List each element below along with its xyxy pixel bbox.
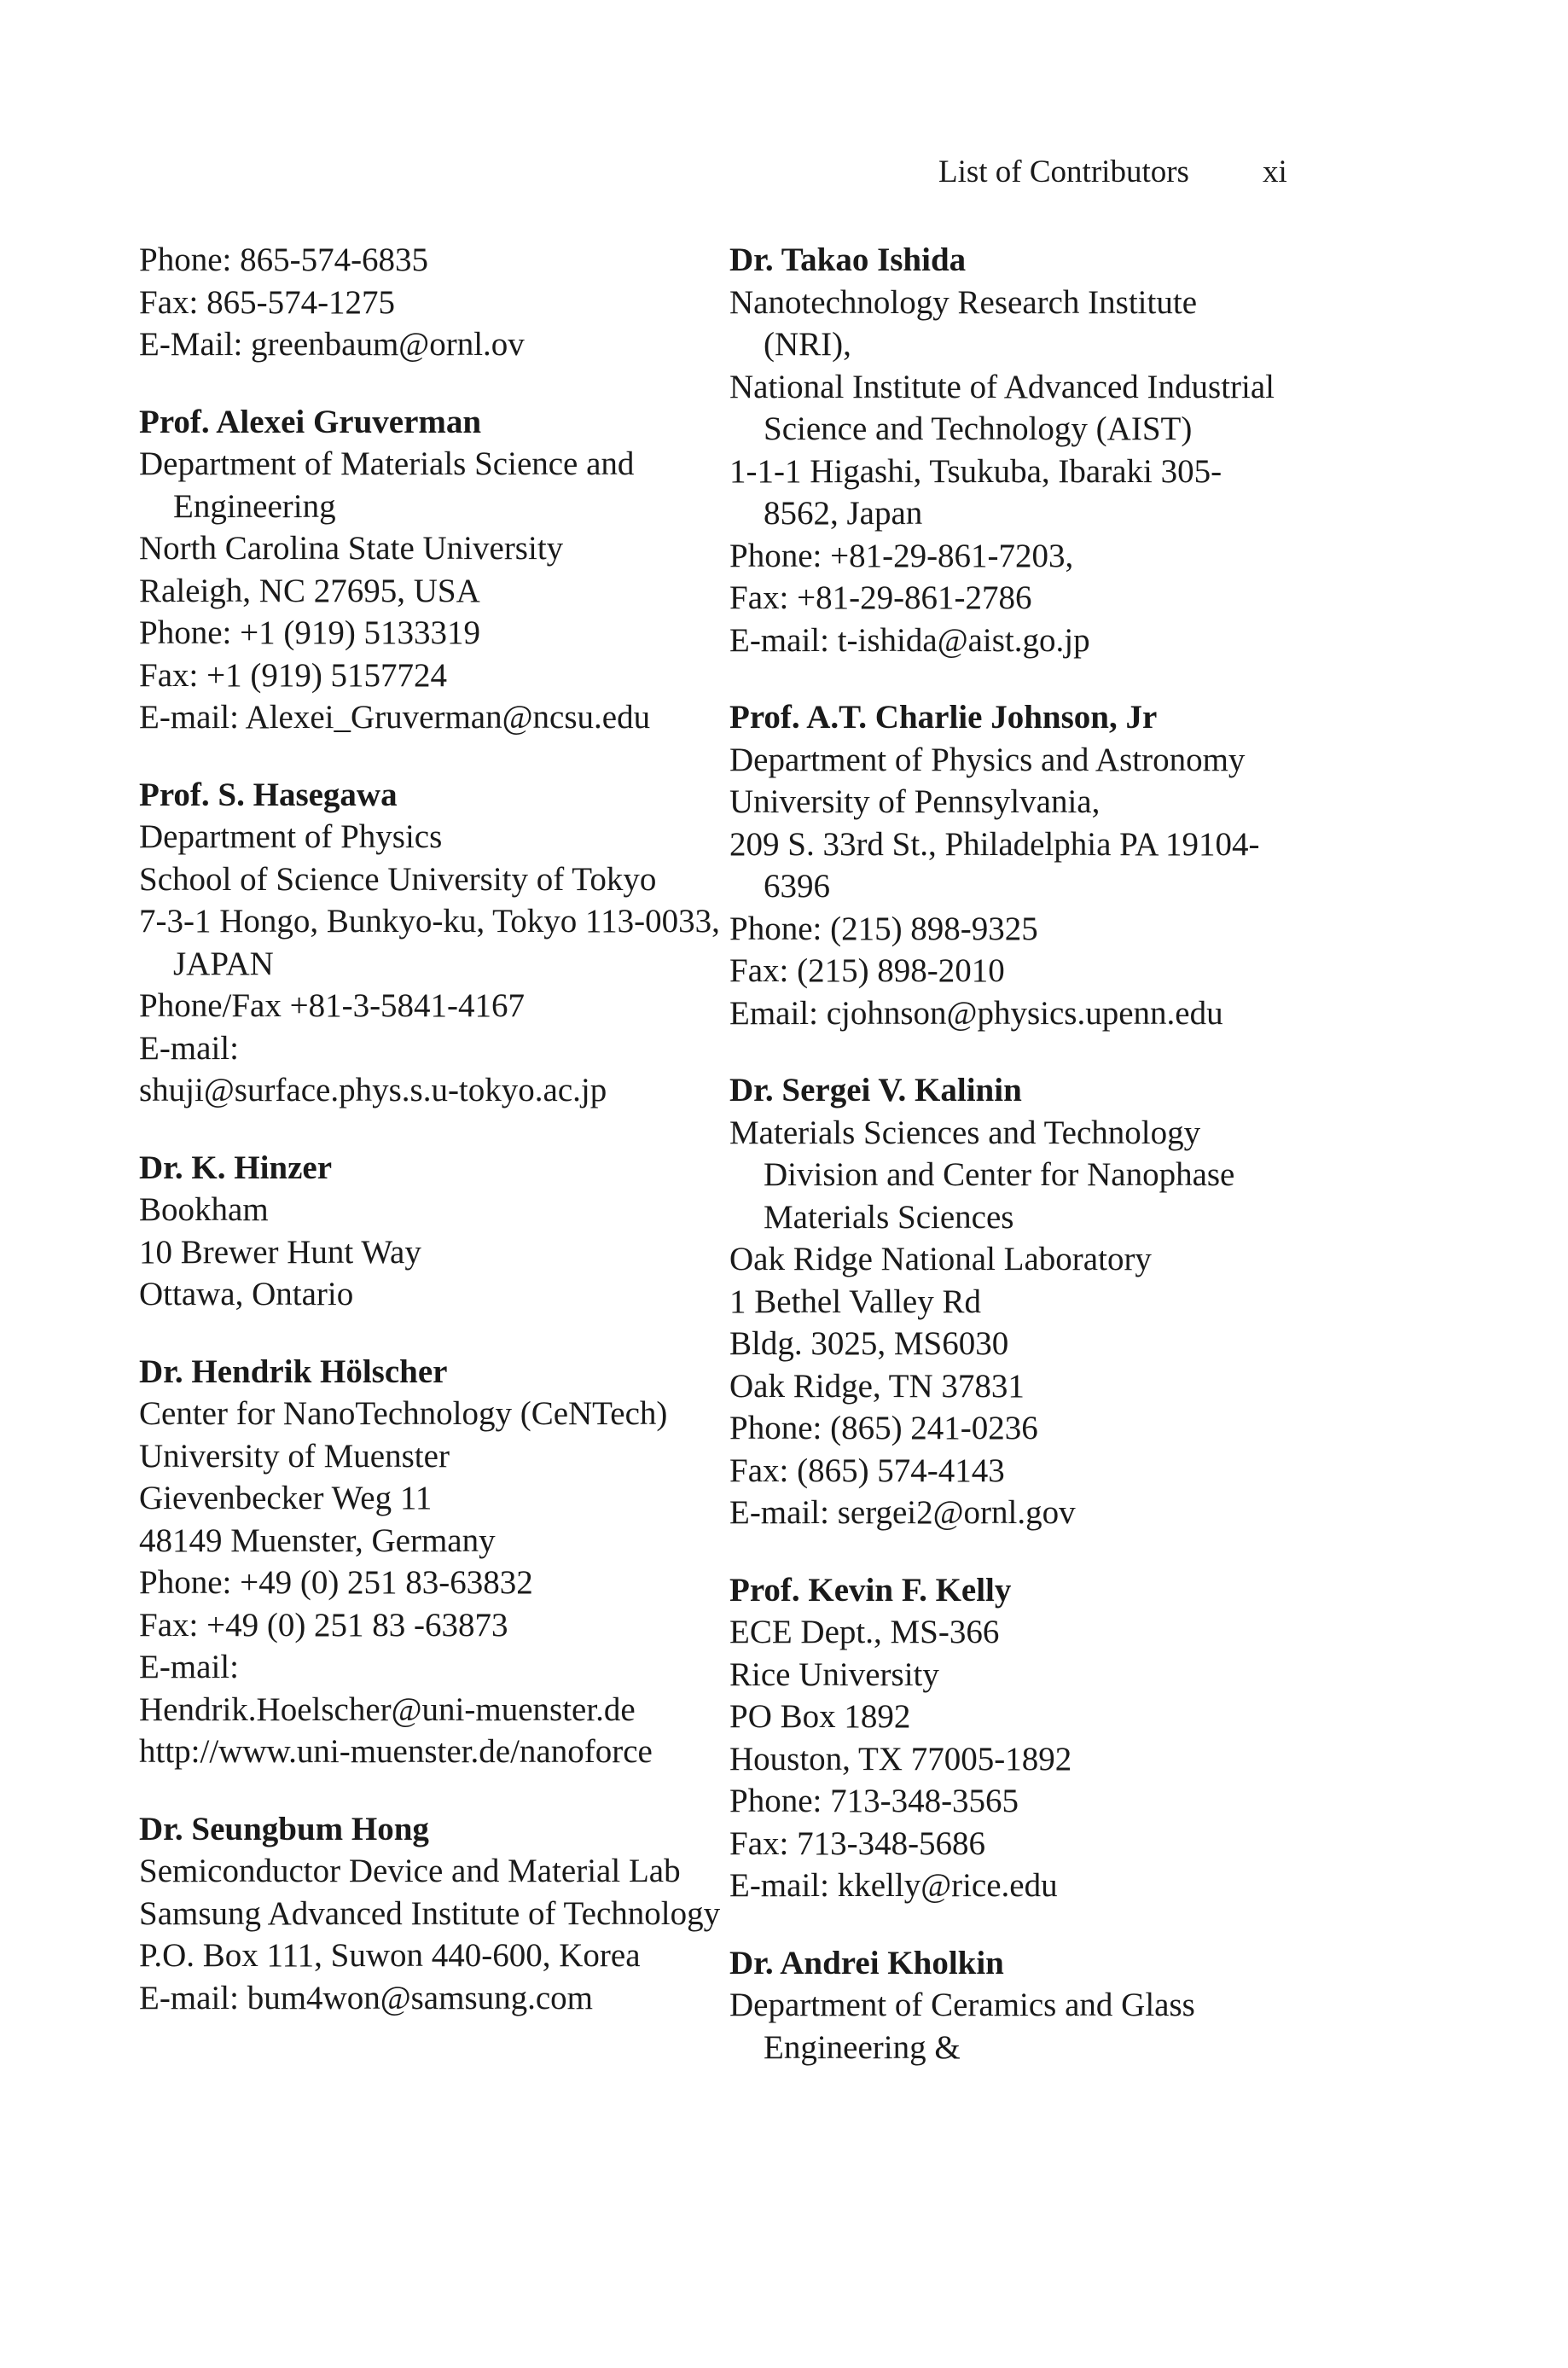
address-line: Fax: (215) 898-2010 [729, 952, 1005, 989]
address-line: University of Muenster [139, 1437, 450, 1475]
contributor-name: Dr. K. Hinzer [139, 1149, 333, 1186]
address-line: Department of Materials Science and Engineering [139, 445, 635, 525]
address-line: Center for NanoTechnology (CeNTech) [139, 1395, 668, 1432]
address-line: P.O. Box 111, Suwon 440-600, Korea [139, 1937, 641, 1974]
address-line: Email: cjohnson@physics.upenn.edu [729, 994, 1223, 1032]
address-line: E-Mail: greenbaum@ornl.ov [139, 326, 525, 363]
address-line: Phone: +81-29-861-7203, [729, 537, 1074, 574]
address-line: Phone: (215) 898-9325 [729, 910, 1038, 947]
address-line: ECE Dept., MS-366 [729, 1614, 1000, 1650]
address-line: Department of Physics and Astronomy [729, 741, 1246, 778]
running-title: List of Contributors [938, 154, 1189, 189]
address-line: Fax: +81-29-861-2786 [729, 579, 1032, 616]
contributor-entry [139, 774, 770, 1112]
right-column [729, 239, 1292, 2103]
contributor-entry [139, 1147, 770, 1316]
contributor-entry [139, 401, 770, 739]
address-line: Materials Sciences and Technology Division and Center for Nanophase Materials Sciences [729, 1114, 1235, 1236]
address-line: E-mail: t-ishida@aist.go.jp [729, 621, 1090, 659]
address-line: Raleigh, NC 27695, USA [139, 572, 480, 609]
address-line: E-mail: sergei2@ornl.gov [729, 1494, 1076, 1531]
address-line: Hendrik.Hoelscher@uni-muenster.de [139, 1690, 636, 1728]
address-line: 7-3-1 Hongo, Bunkyo-ku, Tokyo 113-0033, JAPAN [139, 903, 720, 982]
address-line: Fax: +1 (919) 5157724 [139, 656, 448, 694]
contributor-name: Dr. Andrei Kholkin [729, 1944, 1004, 1981]
address-line: Bldg. 3025, MS6030 [729, 1325, 1009, 1362]
address-line: School of Science University of Tokyo [139, 860, 657, 898]
address-line: PO Box 1892 [729, 1698, 911, 1735]
contributor-name: Dr. Sergei V. Kalinin [729, 1072, 1022, 1108]
address-line: E-mail: [139, 1029, 239, 1067]
address-line: 1 Bethel Valley Rd [729, 1283, 981, 1320]
address-line: Fax: (865) 574-4143 [729, 1452, 1005, 1489]
page-number: xi [1263, 154, 1287, 189]
contributor-name: Prof. S. Hasegawa [139, 776, 398, 813]
address-line: National Institute of Advanced Industrial Science and Technology (AIST) [729, 368, 1275, 447]
contributor-entry [139, 1808, 770, 2020]
address-line: http://www.uni-muenster.de/nanoforce [139, 1733, 653, 1770]
contributor-entry [729, 1569, 1292, 1907]
running-head [938, 154, 1287, 191]
address-line: Oak Ridge, TN 37831 [729, 1367, 1025, 1405]
contributor-entry [729, 239, 1292, 661]
contributor-entry [729, 1069, 1292, 1534]
contributor-name: Prof. Alexei Gruverman [139, 403, 482, 440]
address-line: Phone/Fax +81-3-5841-4167 [139, 987, 526, 1024]
contributor-name: Prof. A.T. Charlie Johnson, Jr [729, 699, 1158, 736]
address-line: Nanotechnology Research Institute (NRI), [729, 283, 1197, 363]
address-line: Bookham [139, 1191, 269, 1228]
address-line: Phone: 865-574-6835 [139, 241, 429, 278]
contributor-name: Prof. Kevin F. Kelly [729, 1571, 1012, 1609]
address-line: Phone: 713-348-3565 [729, 1783, 1019, 1819]
address-line: E-mail: kkelly@rice.edu [729, 1867, 1058, 1904]
address-line: Fax: 713-348-5686 [729, 1824, 986, 1862]
address-line: E-mail: [139, 1649, 239, 1685]
address-line: Gievenbecker Weg 11 [139, 1480, 433, 1516]
address-line: E-mail: Alexei_Gruverman@ncsu.edu [139, 699, 651, 736]
address-line: North Carolina State University [139, 530, 564, 567]
address-line: Rice University [729, 1655, 939, 1693]
address-line: Fax: +49 (0) 251 83 -63873 [139, 1606, 508, 1644]
address-line: 10 Brewer Hunt Way [139, 1233, 421, 1271]
address-line: Semiconductor Device and Material Lab [139, 1853, 681, 1889]
address-line: Phone: (865) 241-0236 [729, 1410, 1038, 1446]
address-line: Ottawa, Ontario [139, 1276, 354, 1312]
contributor-entry [729, 696, 1292, 1034]
contributor-name: Dr. Hendrik Hölscher [139, 1353, 448, 1390]
address-line: 48149 Muenster, Germany [139, 1521, 496, 1559]
address-line: Department of Ceramics and Glass Engineering & [729, 1987, 1195, 2066]
contributor-entry [139, 1351, 770, 1773]
left-column [139, 239, 770, 2054]
address-line: University of Pennsylvania, [729, 783, 1101, 820]
contributor-entry [139, 239, 770, 366]
address-line: Phone: +1 (919) 5133319 [139, 614, 481, 651]
contributor-entry [729, 1942, 1292, 2069]
address-line: E-mail: bum4won@samsung.com [139, 1979, 594, 2016]
address-line: shuji@surface.phys.s.u-tokyo.ac.jp [139, 1072, 607, 1108]
contributor-name: Dr. Takao Ishida [729, 241, 967, 278]
address-line: Phone: +49 (0) 251 83-63832 [139, 1564, 533, 1601]
address-line: Samsung Advanced Institute of Technology [139, 1894, 721, 1932]
address-line: Oak Ridge National Laboratory [729, 1241, 1152, 1277]
address-line: Department of Physics [139, 818, 443, 855]
address-line: Fax: 865-574-1275 [139, 283, 396, 321]
address-line: 209 S. 33rd St., Philadelphia PA 19104-6396 [729, 825, 1260, 905]
contributor-name: Dr. Seungbum Hong [139, 1810, 429, 1847]
address-line: 1-1-1 Higashi, Tsukuba, Ibaraki 305-8562, Japan [729, 452, 1222, 532]
address-line: Houston, TX 77005-1892 [729, 1740, 1072, 1777]
